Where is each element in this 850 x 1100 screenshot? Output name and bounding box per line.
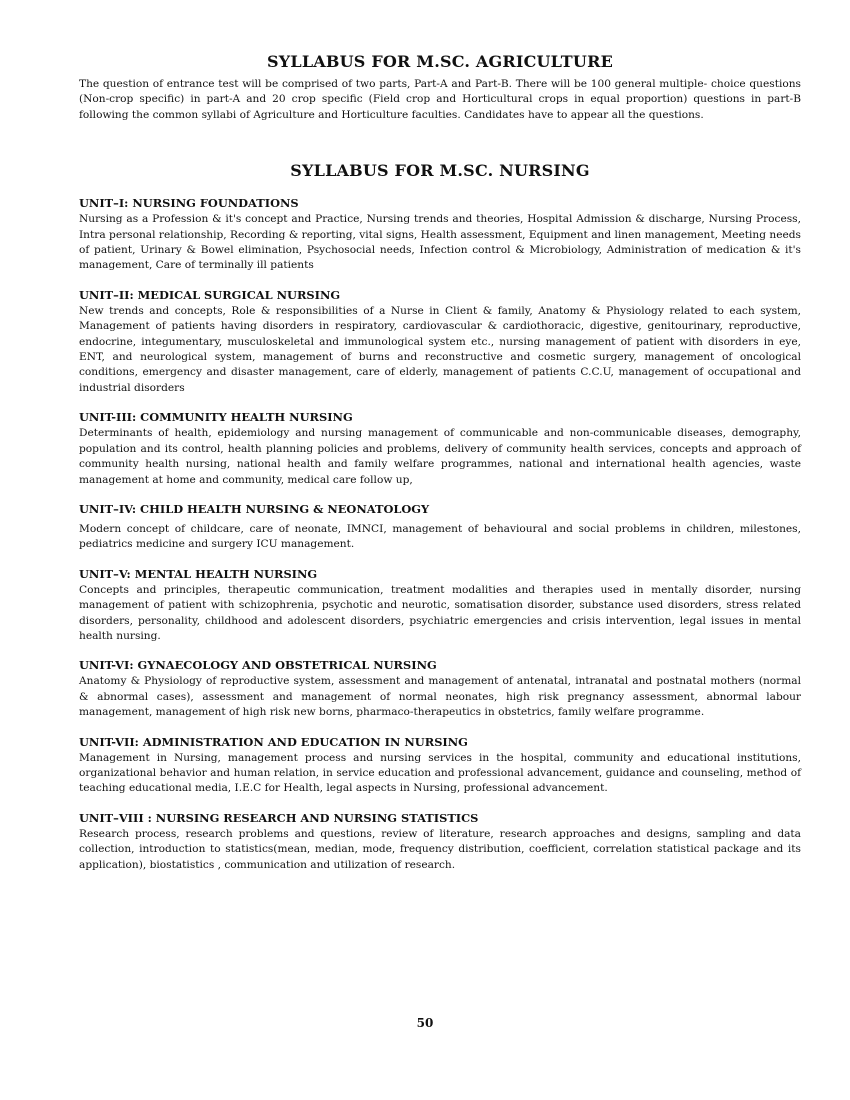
document-page (79, 52, 801, 887)
unit-description: Determinants of health, epidemiology and nursing management of communicable and non-communicable diseases, demography, population and its control, health planning policies and problems, delivery of community health services, concepts and approach of community health nursing, national health and family welfare programmes, national and international health agencies, waste management at home and community, medical care follow up, (79, 427, 801, 486)
unit-description: Concepts and principles, therapeutic communication, treatment modalities and therapies used in mentally disorder, nursing management of patient with schizophrenia, psychotic and neurotic, somatisation disorder, substance used disorders, stress related disorders, personality, childhood and adolescent disorders, psychiatric emergencies and crisis intervention, legal issues in mental health nursing. (79, 583, 801, 642)
unit-heading: UNIT-III: COMMUNITY HEALTH NURSING (79, 410, 353, 425)
unit-5 (79, 567, 801, 645)
unit-description: New trends and concepts, Role & responsibilities of a Nurse in Client & family, Anatomy & Physiology related to each system, Management of patients having disorders in respiratory, cardiovascular & cardiothoracic, digestive, genitourinary, reproductive, endocrine, integumentary, musculoskeletal and immunological system etc., nursing management of patient with disorders in eye, ENT, and neurological system, management of burns and reconstructive and cosmetic surgery, management of oncological conditions, emergency and disaster management, care of elderly, management of patients C.C.U, management of occupational and industrial disorders (79, 304, 801, 394)
unit-heading: UNIT–I: NURSING FOUNDATIONS (79, 196, 299, 211)
unit-description: Research process, research problems and questions, review of literature, research approaches and designs, sampling and data collection, introduction to statistics(mean, median, mode, frequency distribution, coefficient, correlation statistical package and its application), biostatistics , communication and utilization of research. (79, 827, 801, 871)
unit-heading: UNIT-VII: ADMINISTRATION AND EDUCATION IN NURSING (79, 734, 468, 749)
unit-description: Anatomy & Physiology of reproductive system, assessment and management of antenatal, intranatal and postnatal mothers (normal & abnormal cases), assessment and management of normal neonates, high risk pregnancy assessment, abnormal labour management, management of high risk new borns, pharmaco-therapeutics in obstetrics, family welfare programme. (79, 675, 801, 719)
unit-description: Modern concept of childcare, care of neonate, IMNCI, management of behavioural and social problems in children, milestones, pediatrics medicine and surgery ICU management. (79, 522, 801, 551)
unit-heading: UNIT–IV: CHILD HEALTH NURSING & NEONATOLOGY (79, 501, 430, 516)
unit-heading: UNIT-VI: GYNAECOLOGY AND OBSTETRICAL NURSING (79, 658, 437, 673)
page-number: 50 (416, 1016, 434, 1030)
unit-4 (79, 502, 801, 553)
agriculture-description: The question of entrance test will be comprised of two parts, Part-A and Part-B. There will be 100 general multiple- choice questions (Non-crop specific) in part-A and 20 crop specific (Field crop and Horticultural crops in equal proportion) questions in part-B following the common syllabi of Agriculture and Horticulture faculties. Candidates have to appear all the questions. (79, 78, 801, 121)
unit-2 (79, 288, 801, 396)
unit-description: Nursing as a Profession & it's concept and Practice, Nursing trends and theories, Hospital Admission & discharge, Nursing Process, Intra personal relationship, Recording & reporting, vital signs, Health assessment, Equipment and linen management, Meeting needs of patient, Urinary & Bowel elimination, Psychosocial needs, Infection control & Microbiology, Administration of medication & it's management, Care of terminally ill patients (79, 213, 801, 272)
unit-6 (79, 658, 801, 720)
unit-3 (79, 410, 801, 488)
unit-7 (79, 735, 801, 797)
nursing-title: SYLLABUS FOR M.SC. NURSING (290, 161, 590, 181)
unit-1 (79, 196, 801, 274)
unit-heading: UNIT–II: MEDICAL SURGICAL NURSING (79, 287, 341, 302)
unit-heading: UNIT–VIII : NURSING RESEARCH AND NURSING STATISTICS (79, 810, 479, 825)
unit-description: Management in Nursing, management process and nursing services in the hospital, community and educational institutions, organizational behavior and human relation, in service education and professional advancement, guidance and counseling, method of teaching educational media, I.E.C for Health, legal aspects in Nursing, professional advancement. (79, 751, 801, 795)
unit-8 (79, 811, 801, 873)
agriculture-title: SYLLABUS FOR M.SC. AGRICULTURE (267, 52, 613, 71)
unit-heading: UNIT–V: MENTAL HEALTH NURSING (79, 566, 318, 581)
